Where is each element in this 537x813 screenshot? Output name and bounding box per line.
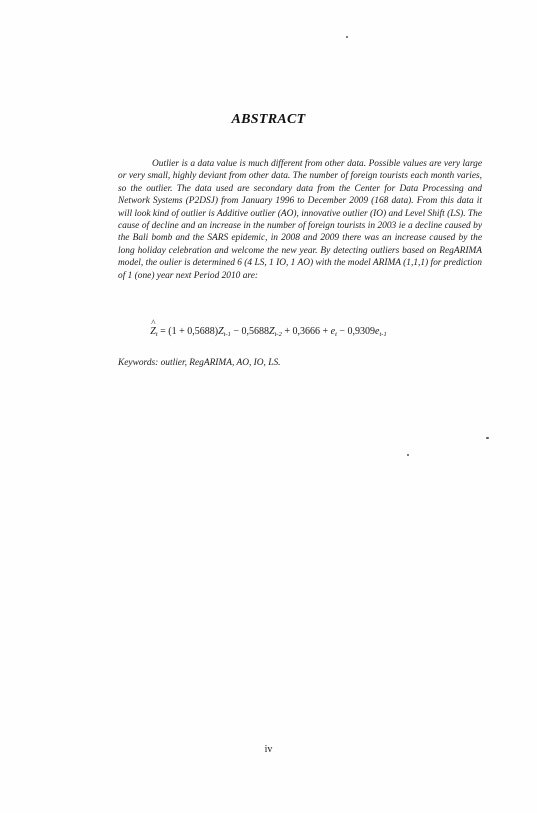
scan-speck (346, 36, 348, 38)
keywords-line: Keywords: outlier, RegARIMA, AO, IO, LS. (118, 358, 281, 368)
equation-term: − 0,5688 (230, 326, 270, 337)
prediction-equation (0, 326, 537, 338)
equation-z-hat: ^ Z (150, 326, 156, 337)
equation-variable: Z (218, 326, 224, 337)
abstract-heading: ABSTRACT (231, 112, 306, 127)
equation-subscript: t (155, 331, 158, 338)
equation-term: = (1 + 0,5688) (157, 326, 219, 337)
scan-speck (407, 454, 409, 456)
page-number: iv (264, 744, 273, 755)
scan-speck (486, 437, 489, 439)
equation-subscript: t-1 (223, 331, 231, 338)
equation-subscript: t-1 (379, 331, 387, 338)
equation-term: − 0,9309 (336, 326, 376, 337)
abstract-paragraph: Outlier is a data value is much different from other data. Possible values are very large or very small, highly deviant from other data. The number of foreign tourists each month varies, so the outlier. The data used are secondary data from the Center for Data Processing and Network Systems (P2DSJ) from January 1996 to December 2009 (168 data). From this data it will look kind of outlier is Additive outlier (AO), innovative outlier (IO) and Level Shift (LS). The cause of decline and an increase in the number of foreign tourists in 2003 ie a decline caused by the Bali bomb and the SARS epidemic, in 2008 and 2009 there was an increase caused by the long holiday celebration and welcome the new year. By detecting outliers based on RegARIMA model, the oulier is determined 6 (4 LS, 1 IO, 1 AO) with the model ARIMA (1,1,1) for prediction of 1 (one) year next Period 2010 are: (118, 159, 482, 281)
equation-subscript: t-2 (274, 331, 282, 338)
equation-variable: e (330, 326, 336, 337)
equation-variable: e (375, 326, 380, 337)
equation-variable: Z (269, 326, 275, 337)
equation-subscript: t (335, 331, 337, 338)
equation-term: + 0,3666 + (281, 326, 331, 337)
